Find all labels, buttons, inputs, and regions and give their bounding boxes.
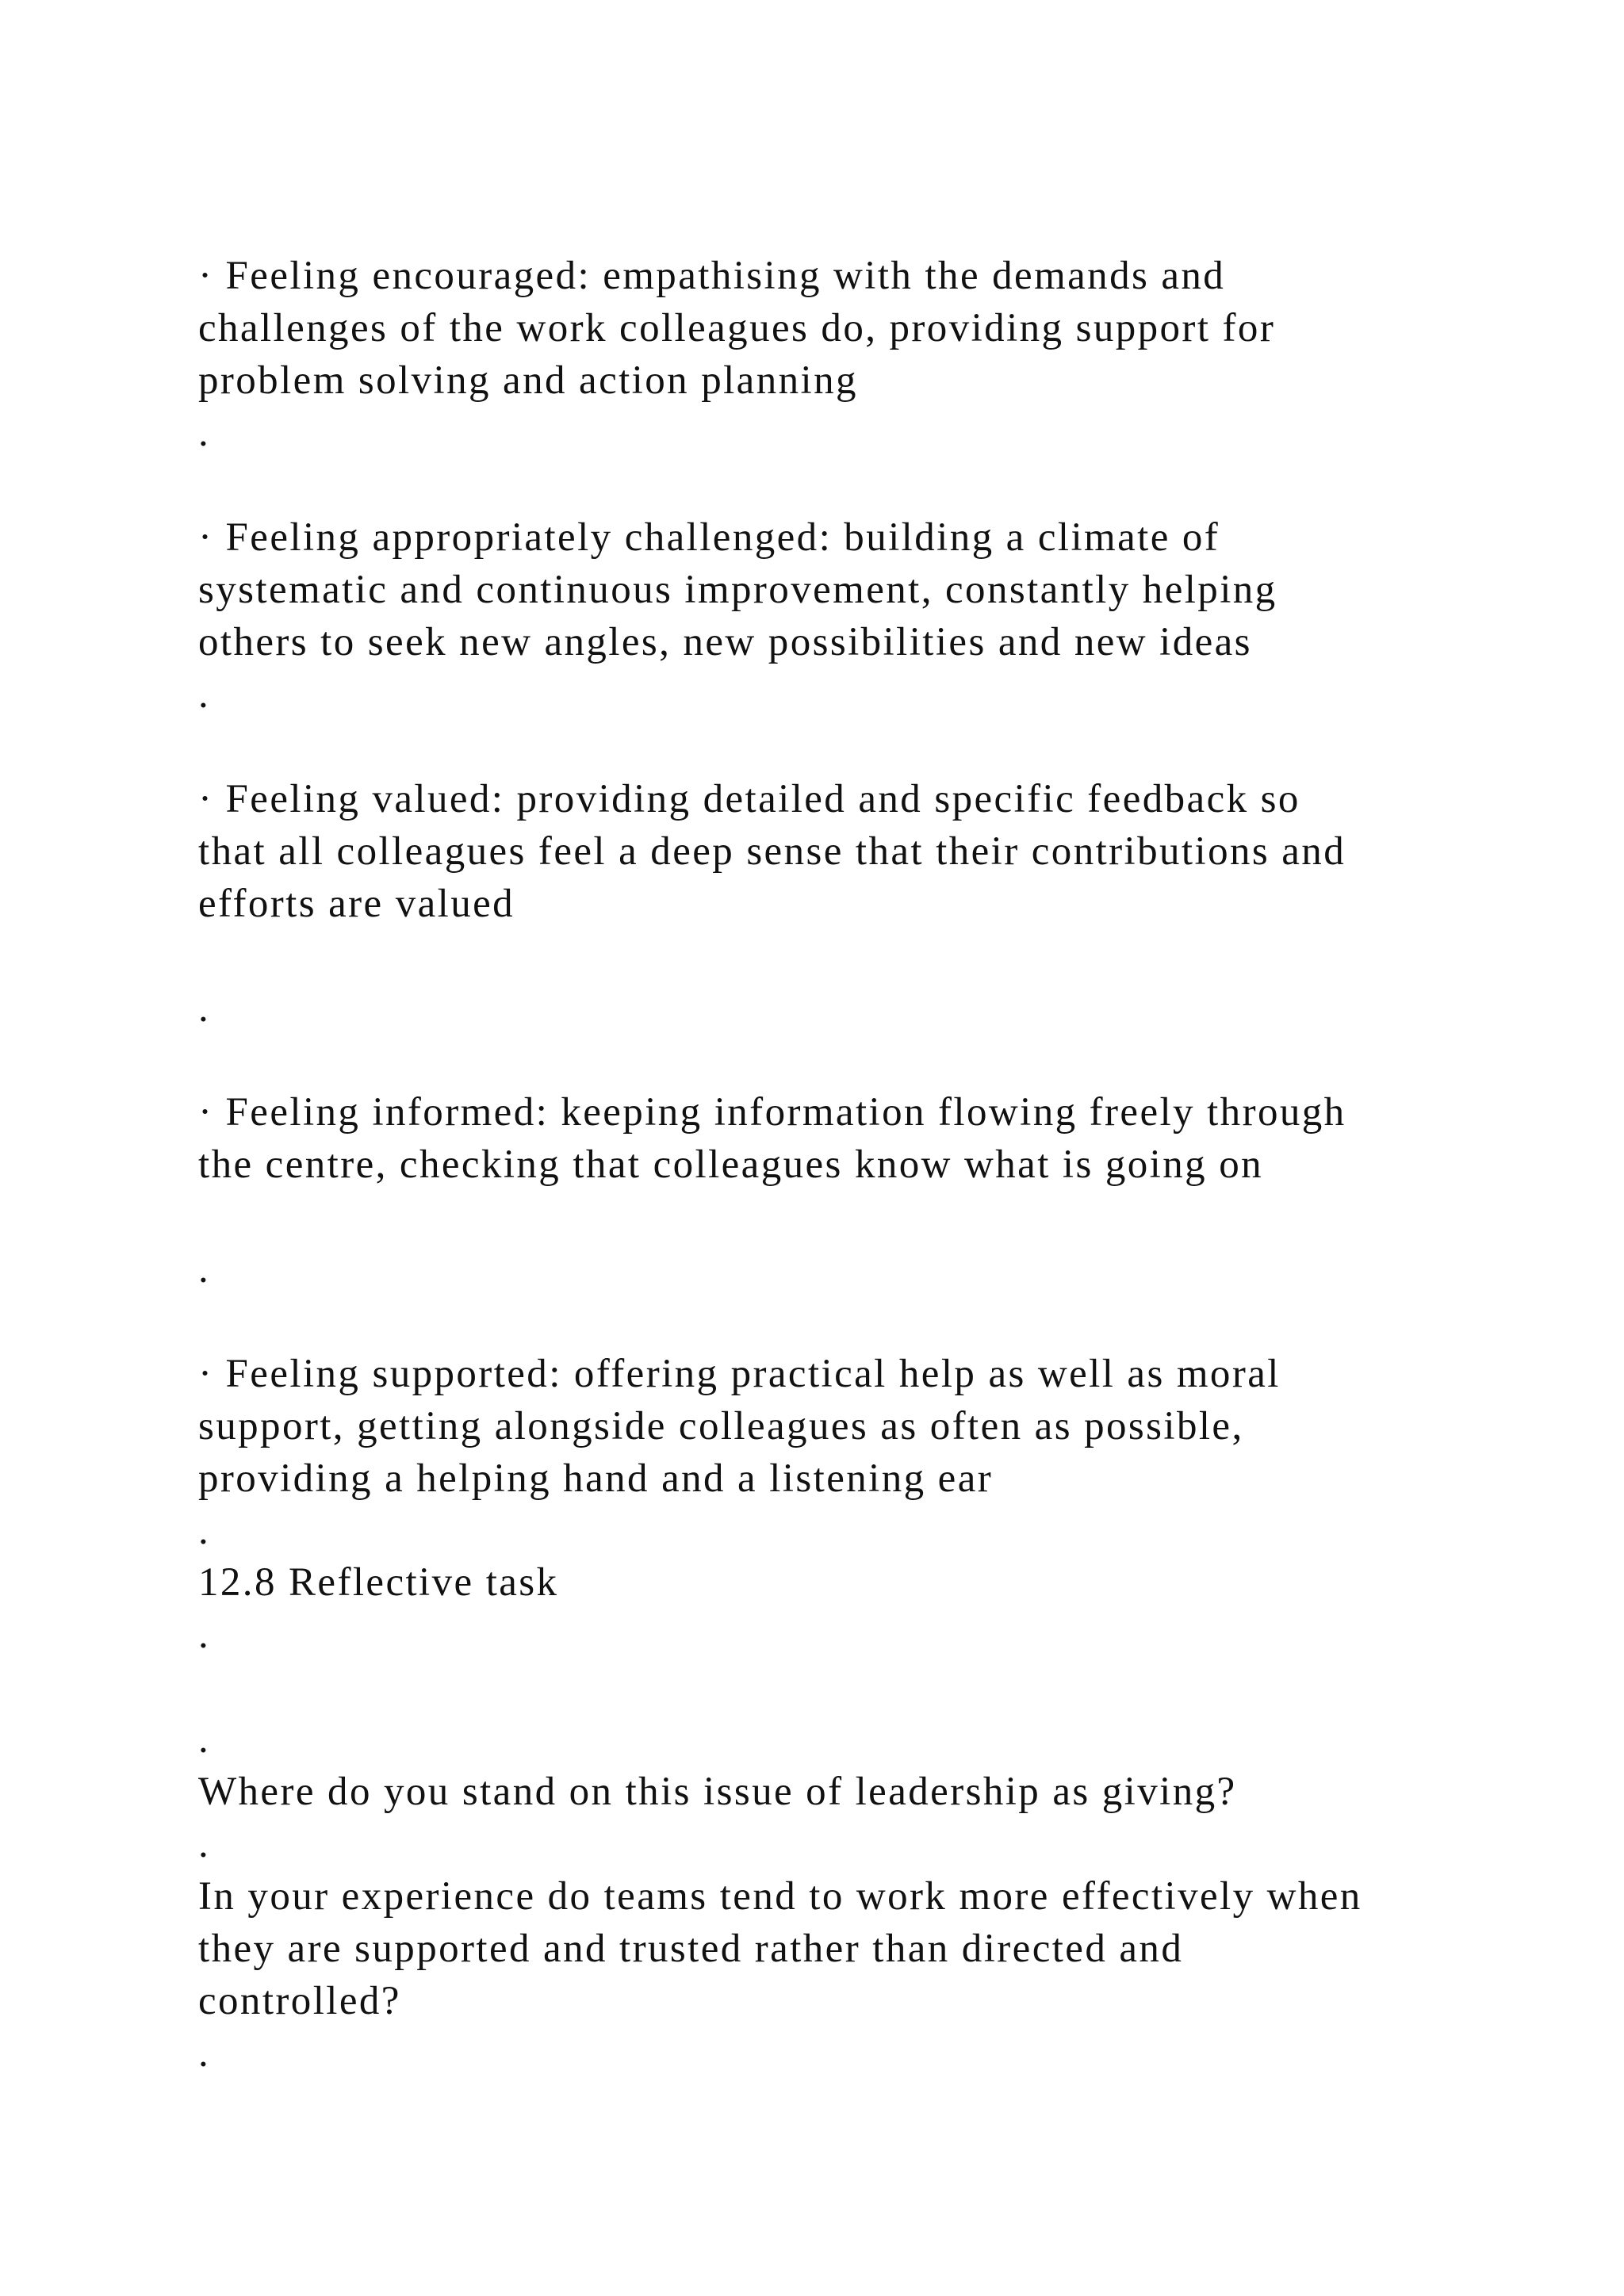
- bullet-encouraged-line-2: challenges of the work colleagues do, providing support for: [198, 306, 1276, 350]
- question-2-line-3: controlled?: [198, 1979, 401, 2023]
- bullet-supported-line-3: providing a helping hand and a listening ear: [198, 1456, 994, 1501]
- separator-dot: .: [198, 1822, 211, 1866]
- bullet-encouraged-line-1: · Feeling encouraged: empathising with the demands and: [198, 254, 1226, 298]
- bullet-supported-line-2: support, getting alongside colleagues as often as possible,: [198, 1404, 1244, 1448]
- bullet-informed-line-2: the centre, checking that colleagues know what is going on: [198, 1142, 1264, 1187]
- bullet-valued-line-3: efforts are valued: [198, 882, 515, 926]
- separator-dot: .: [198, 411, 211, 455]
- bullet-challenged-line-2: systematic and continuous improvement, constantly helping: [198, 568, 1277, 612]
- bullet-valued-line-1: · Feeling valued: providing detailed and specific feedback so: [198, 777, 1300, 821]
- question-1: Where do you stand on this issue of leadership as giving?: [198, 1770, 1237, 1814]
- bullet-supported-line-1: · Feeling supported: offering practical help as well as moral: [198, 1352, 1281, 1396]
- bullet-informed-line-1: · Feeling informed: keeping information flowing freely through: [198, 1090, 1346, 1135]
- question-2-line-1: In your experience do teams tend to work more effectively when: [198, 1874, 1362, 1919]
- separator-dot: .: [198, 1717, 211, 1762]
- separator-dot: .: [198, 672, 211, 717]
- question-2-line-2: they are supported and trusted rather than directed and: [198, 1927, 1184, 1971]
- bullet-encouraged-line-3: problem solving and action planning: [198, 358, 858, 403]
- separator-dot: .: [198, 1613, 211, 1657]
- section-heading: 12.8 Reflective task: [198, 1560, 559, 1605]
- separator-dot: .: [198, 1509, 211, 1553]
- separator-dot: .: [198, 1247, 211, 1292]
- bullet-challenged-line-3: others to seek new angles, new possibilities and new ideas: [198, 620, 1252, 664]
- separator-dot: .: [198, 986, 211, 1031]
- bullet-valued-line-2: that all colleagues feel a deep sense that their contributions and: [198, 829, 1346, 874]
- bullet-challenged-line-1: · Feeling appropriately challenged: building a climate of: [198, 515, 1220, 560]
- separator-dot: .: [198, 2031, 211, 2076]
